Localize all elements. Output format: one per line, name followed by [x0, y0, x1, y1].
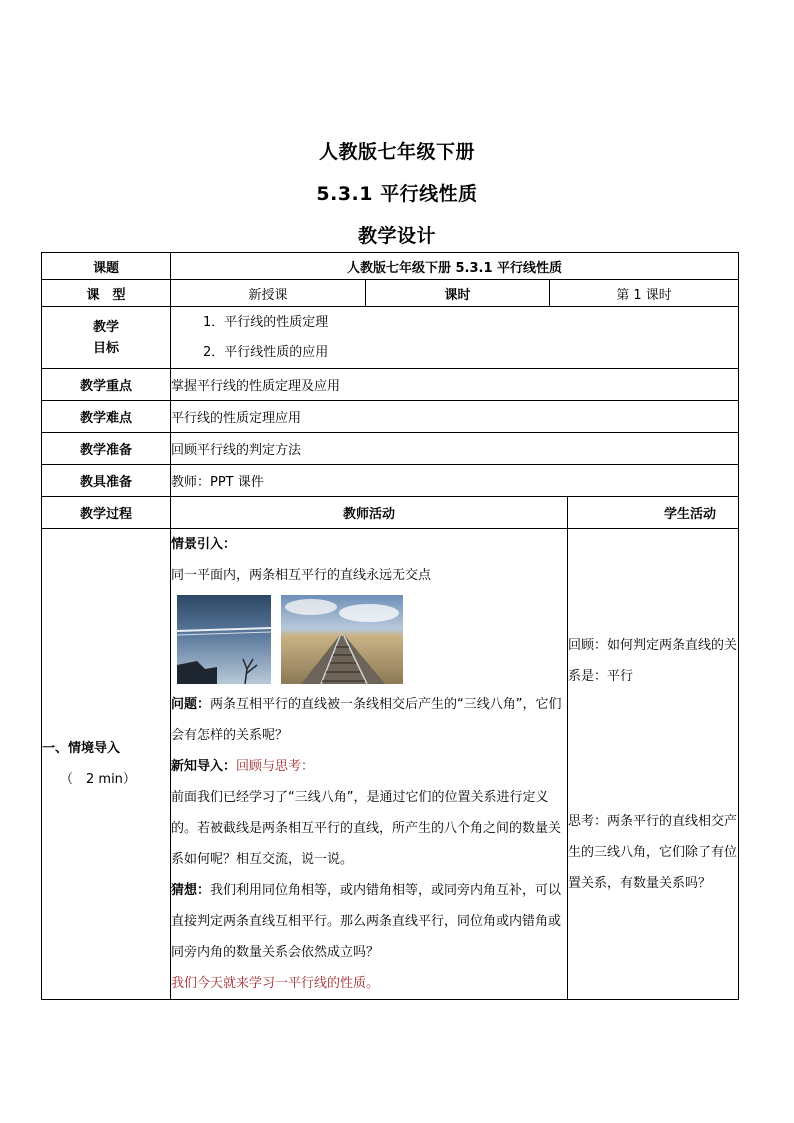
- intro-text: 同一平面内，两条相互平行的直线永远无交点: [171, 568, 432, 583]
- label-key: 教学重点: [42, 369, 171, 401]
- stage-time: （ 2 min）: [60, 772, 136, 787]
- guess-label: 猜想：: [171, 883, 211, 898]
- goal-item: 1．平行线的性质定理: [203, 314, 329, 330]
- row-goals: [42, 307, 739, 369]
- label-difficulty: 教学难点: [42, 401, 171, 433]
- value-difficulty: 平行线的性质定理应用: [171, 401, 739, 433]
- student-review: 回顾：如何判定两条直线的关系是：平行: [568, 637, 738, 684]
- stage-cell: [42, 529, 171, 1000]
- label-type: 课 型: [42, 280, 171, 307]
- lesson-plan-table: [41, 252, 739, 1000]
- newknow-label: 新知导入：: [171, 759, 237, 774]
- row-topic: [42, 253, 739, 280]
- goal-item: 2．平行线性质的应用: [203, 344, 329, 360]
- value-key: 掌握平行线的性质定理及应用: [171, 369, 739, 401]
- stage-name: 一、情境导入: [42, 741, 121, 756]
- teacher-activity: [171, 529, 568, 1000]
- newknow-red: 回顾与思考：: [236, 759, 315, 774]
- closing-text: 我们今天就来学习一平行线的性质。: [171, 976, 380, 991]
- header-stage: 教学过程: [42, 497, 171, 529]
- label-period: 课时: [366, 280, 550, 307]
- header-student: 学生活动: [568, 497, 739, 529]
- label-topic: 课题: [42, 253, 171, 280]
- guess-text: 我们利用同位角相等，或内错角相等，或同旁内角互补，可以直接判定两条直线互相平行。那么两条直线平行，同位角或内错角或同旁内角的数量关系会依然成立吗？: [171, 883, 562, 960]
- row-difficulty: [42, 401, 739, 433]
- value-goals: [171, 307, 739, 369]
- question-text: 两条互相平行的直线被一条线相交后产生的“三线八角”，它们会有怎样的关系呢？: [171, 697, 562, 743]
- value-type: 新授课: [171, 280, 366, 307]
- row-tools: [42, 465, 739, 497]
- value-period: 第 1 课时: [550, 280, 739, 307]
- value-tools: 教师：PPT 课件: [171, 465, 739, 497]
- question-label: 问题：: [171, 697, 211, 712]
- value-topic: 人教版七年级下册 5.3.1 平行线性质: [171, 253, 739, 280]
- label-prep: 教学准备: [42, 433, 171, 465]
- doc-title-line2: 5.3.1 平行线性质: [316, 183, 478, 205]
- row-type: [42, 280, 739, 307]
- header-teacher: 教师活动: [171, 497, 568, 529]
- doc-title-line1: 人教版七年级下册: [318, 141, 475, 163]
- doc-title-line3: 教学设计: [357, 225, 436, 247]
- student-activity: [568, 529, 739, 1000]
- intro-images: [171, 591, 567, 689]
- label-tools: 教具准备: [42, 465, 171, 497]
- railway-track-photo: [281, 595, 403, 684]
- label-goals: 教学 目标: [42, 307, 171, 369]
- intro-label: 情景引入：: [171, 537, 237, 552]
- student-think: 思考：两条平行的直线相交产生的三线八角，它们除了有位置关系，有数量关系吗？: [568, 813, 738, 891]
- sky-contrail-photo: [177, 595, 271, 684]
- row-stage-intro: [42, 529, 739, 1000]
- value-prep: 回顾平行线的判定方法: [171, 433, 739, 465]
- intro-paragraph: 前面我们已经学习了“三线八角”，是通过它们的位置关系进行定义的。若被截线是两条相互平行的直线，所产生的八个角之间的数量关系如何呢？相互交流，说一说。: [171, 790, 562, 867]
- row-prep: [42, 433, 739, 465]
- row-key: [42, 369, 739, 401]
- row-process-header: [42, 497, 739, 529]
